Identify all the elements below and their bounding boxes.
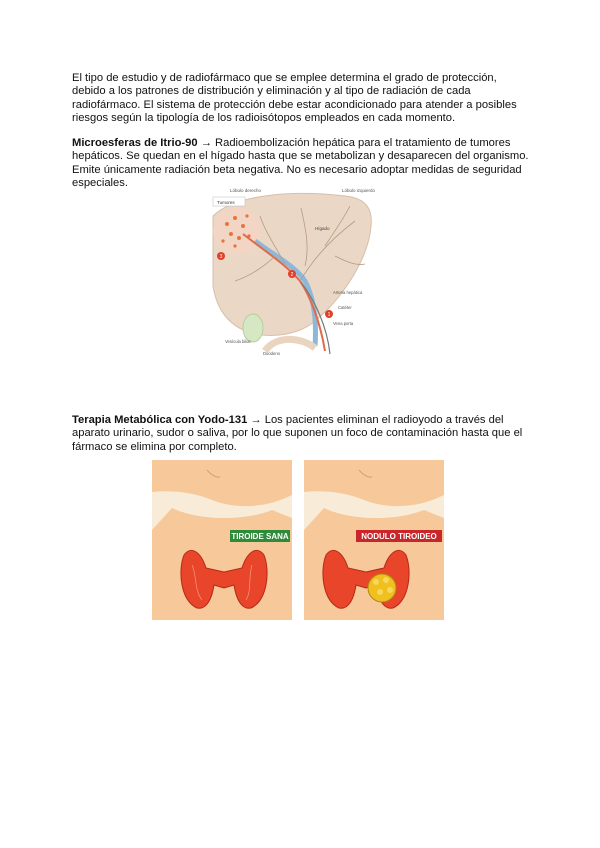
- label-higado: Hígado: [315, 226, 330, 231]
- yodo-arrow: →: [247, 414, 265, 426]
- yodo-title: Terapia Metabólica con Yodo-131: [72, 414, 248, 426]
- itrio-arrow: →: [197, 137, 216, 149]
- label-arteria: Arteria hepática: [333, 290, 363, 295]
- nodule-thyroid-panel: [304, 460, 444, 620]
- label-vena-porta: Vena porta: [333, 321, 354, 326]
- itrio-title: Microesferas de Itrio-90: [72, 137, 198, 149]
- thyroid-illustration: [152, 460, 444, 620]
- yodo-paragraph: [72, 414, 532, 454]
- label-tumores: Tumores: [217, 200, 235, 205]
- itrio-text: Radioembolización hepática para el tratamiento de tumores hepáticos. Se quedan en el hígado hasta que se metabolizan y desaparecen del organismo. Emite únicamente radiación beta negativa. No es necesario adoptar medidas de seguridad especiales.: [72, 137, 529, 190]
- step-3-label: 3: [219, 254, 223, 260]
- intro-text: El tipo de estudio y de radiofármaco que se emplee determina el grado de protección, debido a los patrones de distribución y eliminación y al tipo de radiación de cada radiofármaco. El sistema de protección debe estar acondicionado para atender a posibles riesgos según la tipología de los radioisótopos empleados en cada momento.: [72, 72, 517, 125]
- step-2-label: 2: [290, 272, 294, 278]
- label-vesicula: Vesícula biliar: [225, 339, 251, 344]
- label-duodeno: Duodeno: [263, 351, 280, 356]
- tumor-region: [213, 207, 261, 255]
- intro-paragraph: [72, 72, 532, 126]
- label-lobulo-izquierdo: Lóbulo izquierdo: [342, 188, 375, 193]
- yodo-text: Los pacientes eliminan el radioyodo a través del aparato urinario, sudor o saliva, por lo que suponen un foco de contaminación hasta que el fármaco se elimina por completo.: [72, 414, 523, 453]
- label-nodulo-tiroideo: NODULO TIROIDEO: [361, 532, 437, 541]
- neck-left: [152, 508, 292, 620]
- liver-radioembolization-figure: [205, 186, 375, 356]
- step-1-label: 1: [327, 312, 331, 318]
- label-tiroide-sana: TIROIDE SANA: [231, 532, 289, 541]
- thyroid-comparison-figure: [152, 460, 444, 620]
- liver-illustration: [205, 186, 375, 356]
- label-lobulo-derecho: Lóbulo derecho: [230, 188, 262, 193]
- itrio-paragraph: [72, 137, 532, 191]
- healthy-thyroid-panel: [152, 460, 292, 620]
- gallbladder: [243, 314, 263, 342]
- label-cateter: Catéter: [338, 305, 352, 310]
- duodenum: [265, 339, 315, 351]
